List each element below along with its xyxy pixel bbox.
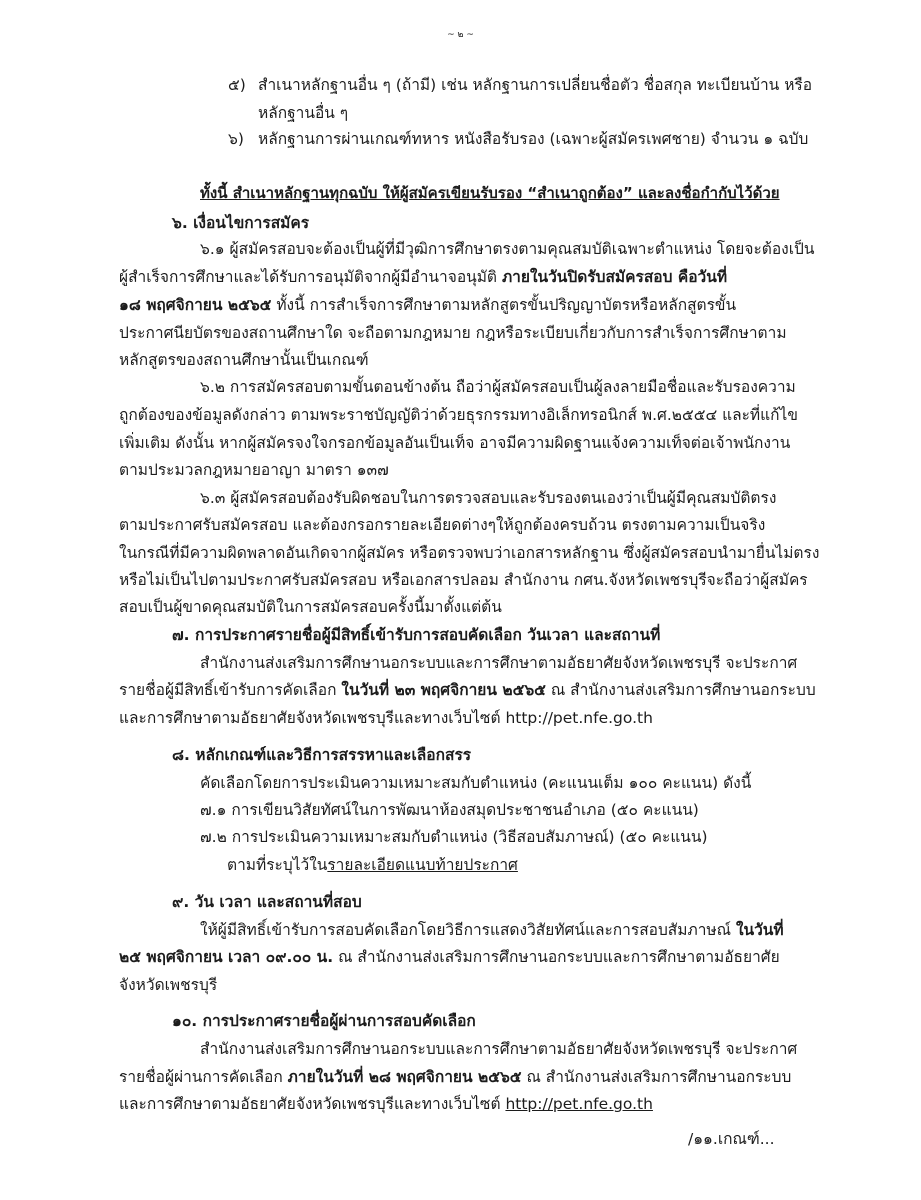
sec8-line1: คัดเลือกโดยการประเมินความเหมาะสมกับตำแหน่ง (คะแนนเต็ม ๑๐๐ คะแนน) ดังนี้ (200, 774, 752, 792)
sec7-line2: รายชื่อผู้มีสิทธิ์เข้ารับการคัดเลือก ในวันที่ ๒๓ พฤศจิกายน ๒๕๖๕ ณ สำนักงานส่งเสริมการศึกษานอกระบบ (119, 681, 816, 699)
sec6-p3-line4: หรือไม่เป็นไปตามประกาศรับสมัครสอบ หรือเอกสารปลอม สำนักงาน กศน.จังหวัดเพชรบุรีจะถือว่าผู้สมัคร (119, 571, 808, 589)
sec6-p2-line2: ถูกต้องของข้อมูลดังกล่าว ตามพระราชบัญญัติว่าด้วยธุรกรรมทางอิเล็กทรอนิกส์ พ.ศ.๒๕๕๔ และที่แก้ไข (119, 406, 798, 424)
section-10-heading: ๑๐. การประกาศรายชื่อผู้ผ่านการสอบคัดเลือก (172, 1012, 476, 1030)
sec6-p1-line2: ผู้สำเร็จการศึกษาและได้รับการอนุมัติจากผู้มีอำนาจอนุมัติ ภายในวันปิดรับสมัครสอบ คือวันที่ (119, 268, 728, 286)
sec6-p2-line3: เพิ่มเติม ดังนั้น หากผู้สมัครจงใจกรอกข้อมูลอันเป็นเท็จ อาจมีความผิดฐานแจ้งความเท็จต่อเจ้าพนักงาน (119, 434, 791, 452)
sec10-line2: รายชื่อผู้ผ่านการคัดเลือก ภายในวันที่ ๒๘ พฤศจิกายน ๒๕๖๕ ณ สำนักงานส่งเสริมการศึกษานอกระบบ (119, 1068, 792, 1086)
sec7-line3: และการศึกษาตามอัธยาศัยจังหวัดเพชรบุรีและทางเว็บไซต์ http://pet.nfe.go.th (119, 709, 653, 727)
section-8-heading: ๘. หลักเกณฑ์และวิธีการสรรหาและเลือกสรร (172, 746, 472, 764)
sec8-line3: ๗.๒ การประเมินความเหมาะสมกับตำแหน่ง (วิธีสอบสัมภาษณ์) (๕๐ คะแนน) (200, 828, 708, 846)
certify-note: ทั้งนี้ สำเนาหลักฐานทุกฉบับ ให้ผู้สมัครเขียนรับรอง “สำเนาถูกต้อง” และลงชื่อกำกับไว้ด้วย (200, 184, 780, 202)
section-6-heading: ๖. เงื่อนไขการสมัคร (172, 214, 310, 232)
sec10-line1: สำนักงานส่งเสริมการศึกษานอกระบบและการศึกษาตามอัธยาศัยจังหวัดเพชรบุรี จะประกาศ (200, 1040, 798, 1058)
sec6-p3-line3: ในกรณีที่มีความผิดพลาดอันเกิดจากผู้สมัคร หรือตรวจพบว่าเอกสารหลักฐาน ซึ่งผู้สมัครสอบนำมายื่นไม่ตรง (119, 544, 820, 562)
sec6-p2-line1: ๖.๒ การสมัครสอบตามขั้นตอนข้างต้น ถือว่าผู้สมัครสอบเป็นผู้ลงลายมือชื่อและรับรองความ (200, 378, 796, 396)
sec6-p3-line5: สอบเป็นผู้ขาดคุณสมบัติในการสมัครสอบครั้งนี้มาตั้งแต่ต้น (119, 598, 502, 616)
sec6-p3-line2: ตามประกาศรับสมัครสอบ และต้องกรอกรายละเอียดต่างๆให้ถูกต้องครบถ้วน ตรงตามความเป็นจริง (119, 516, 766, 534)
sec6-p1-line3: ๑๘ พฤศจิกายน ๒๕๖๕ ทั้งนี้ การสำเร็จการศึกษาตามหลักสูตรขั้นปริญญาบัตรหรือหลักสูตรขั้น (119, 296, 737, 314)
sec6-p2-line4: ตามประมวลกฎหมายอาญา มาตรา ๑๓๗ (119, 461, 389, 479)
sec9-line2: ๒๕ พฤศจิกายน เวลา ๐๙.๐๐ น. ณ สำนักงานส่งเสริมการศึกษานอกระบบและการศึกษาตามอัธยาศัย (119, 948, 780, 966)
sec9-line3: จังหวัดเพชรบุรี (119, 976, 218, 994)
section-9-heading: ๙. วัน เวลา และสถานที่สอบ (172, 893, 362, 911)
sec7-line1: สำนักงานส่งเสริมการศึกษานอกระบบและการศึกษาตามอัธยาศัยจังหวัดเพชรบุรี จะประกาศ (200, 654, 798, 672)
list-item-5-text-cont: หลักฐานอื่น ๆ (258, 104, 349, 122)
sec6-p1-line1: ๖.๑ ผู้สมัครสอบจะต้องเป็นผู้ที่มีวุฒิการศึกษาตรงตามคุณสมบัติเฉพาะตำแหน่ง โดยจะต้องเป็น (200, 240, 815, 258)
page-number: ~ ๒ ~ (447, 30, 474, 40)
sec6-p1-line5: หลักสูตรของสถานศึกษานั้นเป็นเกณฑ์ (119, 351, 369, 369)
sec8-line4: ตามที่ระบุไว้ในรายละเอียดแนบท้ายประกาศ (227, 856, 518, 874)
annex-details-link[interactable]: รายละเอียดแนบท้ายประกาศ (327, 856, 518, 874)
sec10-line3: และการศึกษาตามอัธยาศัยจังหวัดเพชรบุรีและทางเว็บไซต์ http://pet.nfe.go.th (119, 1095, 653, 1113)
continuation-marker: /๑๑.เกณฑ์... (688, 1130, 775, 1148)
sec8-line2: ๗.๑ การเขียนวิสัยทัศน์ในการพัฒนาห้องสมุดประชาชนอำเภอ (๕๐ คะแนน) (200, 801, 699, 819)
list-item-6-number: ๖) (228, 130, 244, 148)
sec6-p1-line4: ประกาศนียบัตรของสถานศึกษาใด จะถือตามกฎหมาย กฎหรือระเบียบเกี่ยวกับการสำเร็จการศึกษาตาม (119, 324, 787, 342)
section-7-heading: ๗. การประกาศรายชื่อผู้มีสิทธิ์เข้ารับการสอบคัดเลือก วันเวลา และสถานที่ (172, 626, 661, 644)
list-item-5-number: ๕) (228, 76, 246, 94)
list-item-5-text: สำเนาหลักฐานอื่น ๆ (ถ้ามี) เช่น หลักฐานการเปลี่ยนชื่อตัว ชื่อสกุล ทะเบียนบ้าน หรือ (258, 76, 813, 94)
website-link[interactable]: http://pet.nfe.go.th (505, 1095, 653, 1113)
sec9-line1: ให้ผู้มีสิทธิ์เข้ารับการสอบคัดเลือกโดยวิธีการแสดงวิสัยทัศน์และการสอบสัมภาษณ์ ในวันที่ (200, 921, 784, 939)
sec6-p3-line1: ๖.๓ ผู้สมัครสอบต้องรับผิดชอบในการตรวจสอบและรับรองตนเองว่าเป็นผู้มีคุณสมบัติตรง (200, 489, 777, 507)
list-item-6-text: หลักฐานการผ่านเกณฑ์ทหาร หนังสือรับรอง (เฉพาะผู้สมัครเพศชาย) จำนวน ๑ ฉบับ (258, 130, 809, 148)
